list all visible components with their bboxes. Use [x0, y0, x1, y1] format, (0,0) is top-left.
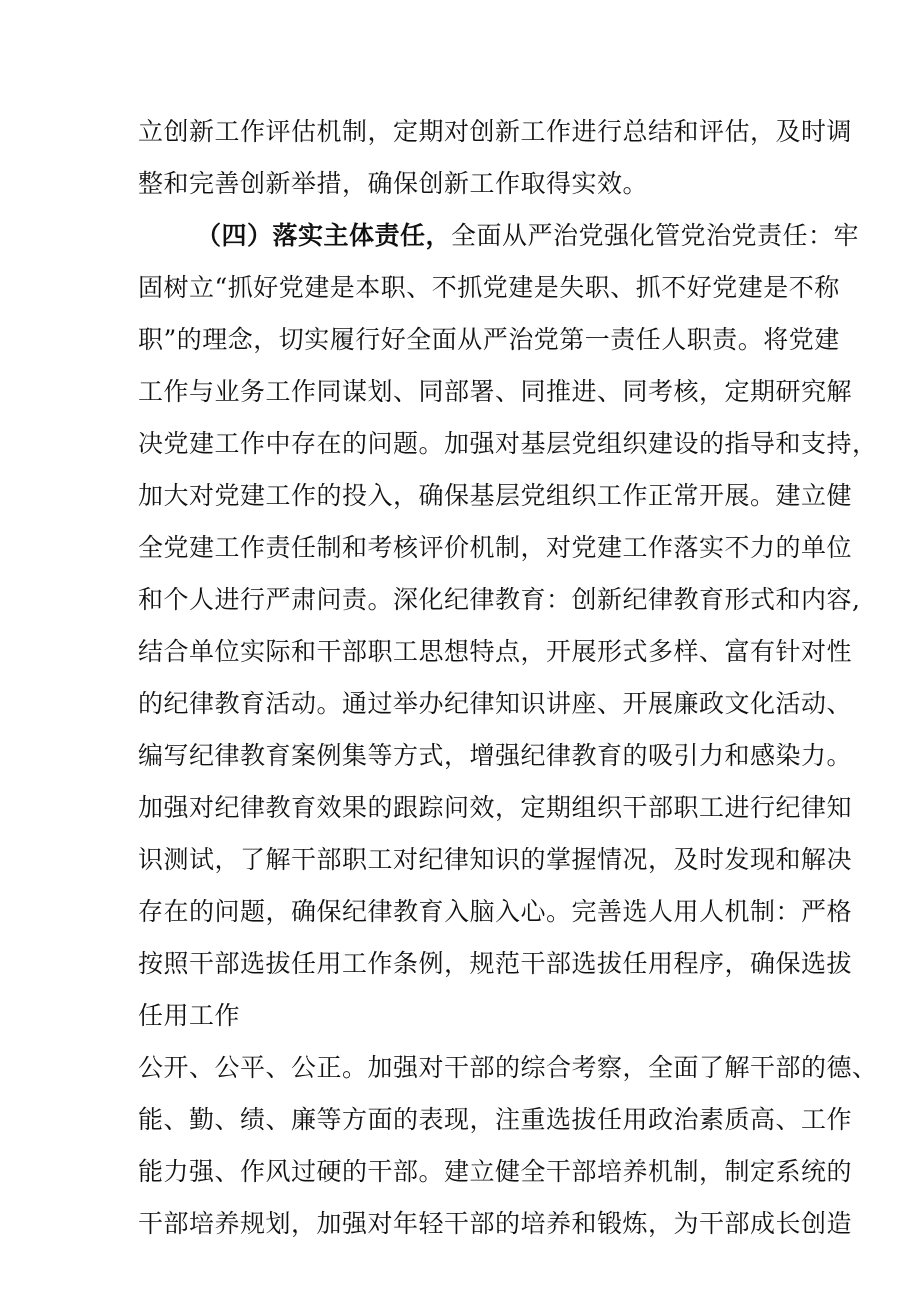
text-line-21: 能力强、作风过硬的干部。建立健全干部培养机制，制定系统的: [138, 1157, 853, 1186]
text-line-15: 识测试，了解干部职工对纪律知识的掌握情况，及时发现和解决: [138, 845, 853, 874]
text-line-22: 干部培养规划，加强对年轻干部的培养和锻炼，为干部成长创造: [138, 1209, 853, 1238]
text-line-14: 加强对纪律教育效果的跟踪问效，定期组织干部职工进行纪律知: [138, 793, 853, 822]
text-line-19: 公开、公平、公正。加强对干部的综合考察，全面了解干部的德、: [138, 1053, 878, 1082]
text-line-18: 任用工作: [138, 1001, 241, 1030]
text-line-13: 编写纪律教育案例集等方式，增强纪律教育的吸引力和感染力。: [138, 741, 853, 770]
text-line-20: 能、勤、绩、廉等方面的表现，注重选拔任用政治素质高、工作: [138, 1105, 853, 1134]
text-line-12: 的纪律教育活动。通过举办纪律知识讲座、开展廉政文化活动、: [138, 689, 853, 718]
text-line-1: 立创新工作评估机制，定期对创新工作进行总结和评估，及时调: [138, 117, 853, 146]
text-line-2: 整和完善创新举措，确保创新工作取得实效。: [138, 169, 649, 198]
text-line-6: 工作与业务工作同谋划、同部署、同推进、同考核，定期研究解: [138, 377, 853, 406]
text-line-16: 存在的问题，确保纪律教育入脑入心。完善选人用人机制：严格: [138, 897, 853, 926]
section-heading-bold: （四）落实主体责任，: [196, 221, 452, 250]
text-line-7: 决党建工作中存在的问题。加强对基层党组织建设的指导和支持，: [138, 429, 878, 458]
section-heading-line: [196, 210, 860, 262]
text-line-5: 职”的理念，切实履行好全面从严治党第一责任人职责。将党建: [138, 325, 840, 354]
text-line-9: 全党建工作责任制和考核评价机制，对党建工作落实不力的单位: [138, 533, 853, 562]
text-line-8: 加大对党建工作的投入，确保基层党组织工作正常开展。建立健: [138, 481, 853, 510]
text-line-10: 和个人进行严肃问责。深化纪律教育：创新纪律教育形式和内容,: [138, 585, 861, 614]
section-heading-rest: 全面从严治党强化管党治党责任：牢: [451, 221, 860, 250]
text-line-4: 固树立“抓好党建是本职、不抓党建是失职、抓不好党建是不称: [138, 273, 840, 302]
text-line-11: 结合单位实际和干部职工思想特点，开展形式多样、富有针对性: [138, 637, 853, 666]
text-line-17: 按照干部选拔任用工作条例，规范干部选拔任用程序，确保选拔: [138, 949, 853, 978]
